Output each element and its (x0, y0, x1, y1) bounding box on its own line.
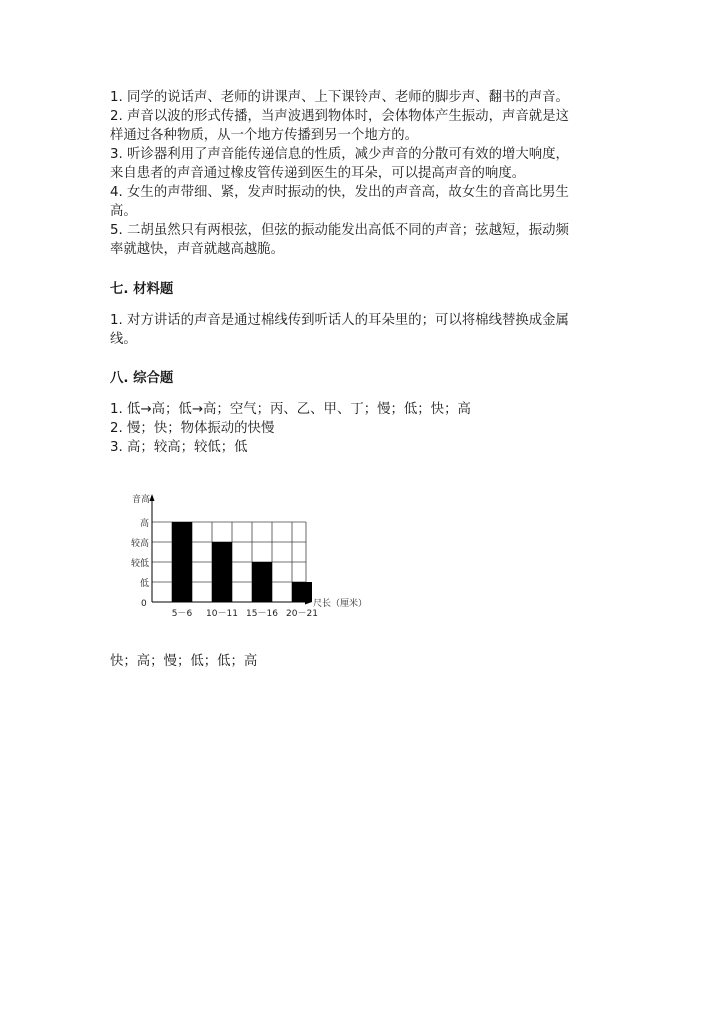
answer-line: 1. 低→高；低→高；空气；丙、乙、甲、丁；慢；低；快；高 (110, 402, 471, 417)
bar (292, 582, 312, 602)
bar (212, 542, 232, 602)
answer-line: 线。 (110, 332, 137, 347)
answer-line: 1. 同学的说话声、老师的讲课声、上下课铃声、老师的脚步声、翻书的声音。 (110, 90, 569, 105)
x-tick-label: 20－21 (286, 609, 318, 618)
answer-line: 2. 声音以波的形式传播，当声波遇到物体时，会体物体产生振动，声音就是这 (110, 109, 569, 124)
answer-line: 5. 二胡虽然只有两根弦，但弦的振动能发出高低不同的声音；弦越短，振动频 (110, 223, 569, 238)
answer-line: 3. 高；较高；较低；低 (110, 440, 248, 455)
x-tick-label: 5－6 (171, 609, 193, 618)
bar (252, 562, 272, 602)
y-tick-labels (131, 517, 149, 589)
y-tick-label: 低 (139, 579, 149, 589)
answer-line: 1. 对方讲话的声音是通过棉线传到听话人的耳朵里的；可以将棉线替换成金属 (110, 313, 569, 328)
y-tick-label: 较高 (130, 539, 149, 549)
x-tick-labels (172, 609, 318, 618)
answer-line: 样通过各种物质，从一个地方传播到另一个地方的。 (110, 128, 418, 143)
answer-line: 高。 (110, 204, 137, 219)
section7-heading: 七. 材料题 (110, 282, 174, 297)
y-axis-label: 音高 (132, 495, 151, 505)
bar (172, 522, 192, 602)
answer-line: 3. 听诊器利用了声音能传递信息的性质，减少声音的分散可有效的增大响度， (110, 147, 569, 162)
section8-heading: 八. 综合题 (110, 371, 174, 386)
y-axis-arrow-icon (150, 494, 155, 501)
y-tick-label: 高 (139, 519, 149, 529)
pitch-bar-chart (110, 488, 380, 618)
final-answer-line: 快；高；慢；低；低；高 (110, 654, 258, 669)
origin-label: 0 (141, 599, 147, 609)
answer-line: 4. 女生的声带细、紧，发声时振动的快，发出的声音高，故女生的音高比男生 (110, 185, 569, 200)
y-tick-label: 较低 (130, 559, 149, 569)
answer-line: 来自患者的声音通过橡皮管传递到医生的耳朵，可以提高声音的响度。 (110, 166, 526, 181)
x-tick-label: 10－11 (206, 609, 238, 618)
chart-axes (132, 493, 367, 609)
answer-line: 2. 慢；快；物体振动的快慢 (110, 421, 275, 436)
x-axis-label: 尺长（厘米） (313, 599, 368, 609)
x-tick-label: 15－16 (246, 609, 278, 618)
answer-line: 率就越快，声音就越高越脆。 (110, 242, 285, 257)
